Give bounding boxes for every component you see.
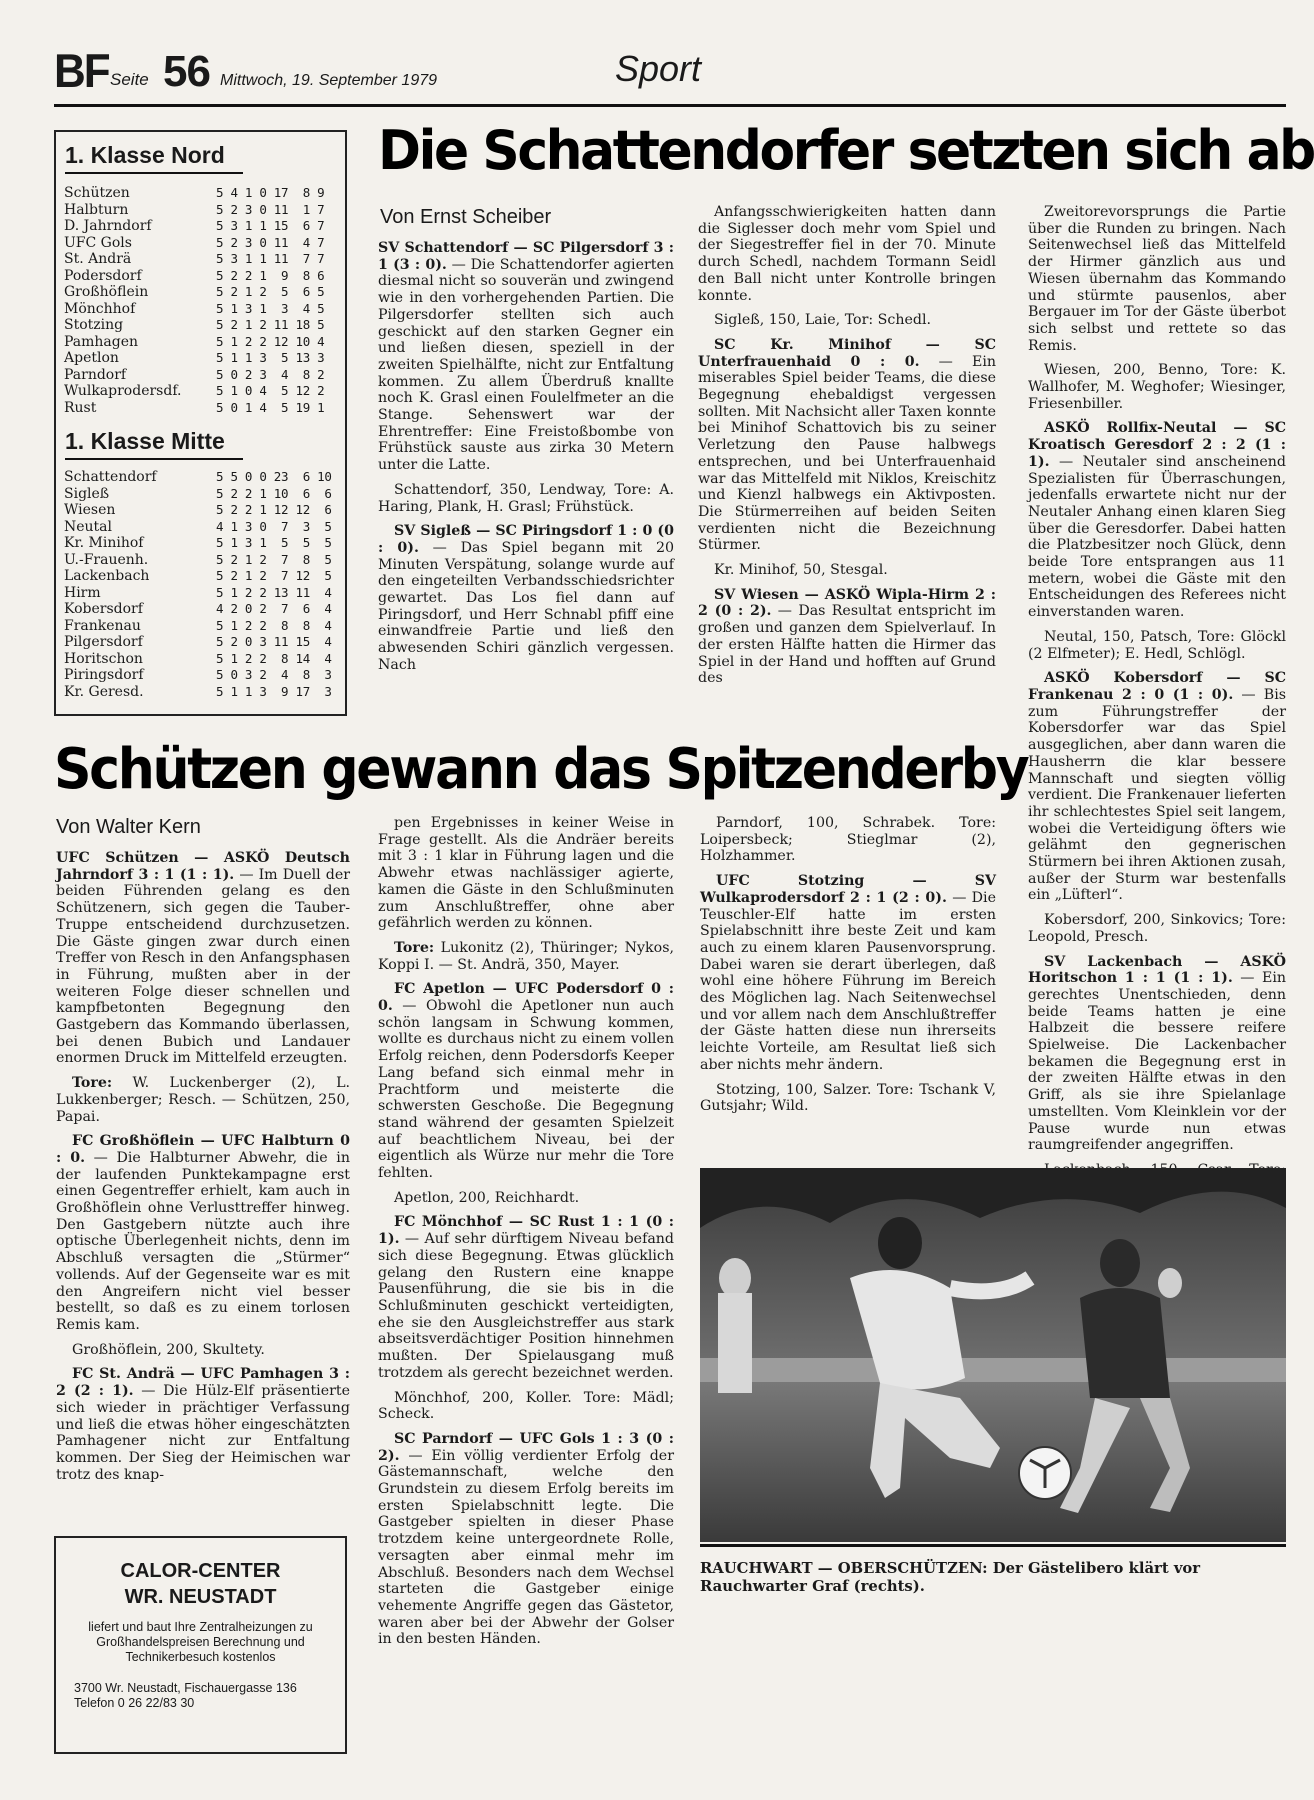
- team-stats: 5 1 2 2 12 10 4: [216, 333, 325, 349]
- team-name: D. Jahrndorf: [64, 218, 152, 234]
- table-row: [64, 202, 324, 219]
- table-row: [64, 400, 324, 417]
- team-name: Kr. Geresd.: [64, 683, 144, 700]
- table-row: [64, 651, 332, 668]
- match-heading: FC Großhöflein — UFC Halbturn 0 : 0.: [56, 1133, 350, 1166]
- team-stats: 5 2 1 2 5 6 5: [216, 284, 325, 299]
- paragraph-text: — Die Hülz-Elf präsentierte sich wieder in prächtiger Verfassung und ließ die etwas höher eingeschätzten Pamhagener nicht zur Entfaltung kommen. Der Sieg der Heimischen war trotz des knap-: [56, 1383, 350, 1483]
- headline-schattendorf: Die Schattendorfer setzten sich ab: [378, 119, 1314, 182]
- paragraph: [378, 1214, 674, 1381]
- paragraph: [698, 587, 996, 687]
- table-row: [64, 317, 324, 334]
- paragraph-text: — Obwohl die Apetloner nun auch schön langsam in Schwung kommen, wollte es durchaus nicht zu einem vollen Erfolg reichen, denn Podersdorfs Keeper Lang befand sich einmal mehr in Prachtform und meisterte die schwersten Geschoße. Die Begegnung stand während der gesamten Spielzeit auf beachtlichem Niveau, bei der eigentlich als Würze nur mehr die Tore fehlten.: [378, 998, 674, 1182]
- match-photo: [700, 1168, 1286, 1542]
- match-heading: SV Lackenbach — ASKÖ Horitschon 1 : 1 (1 : 1).: [1028, 953, 1286, 987]
- calor-center-ad: [54, 1536, 347, 1754]
- table-row: [64, 618, 332, 635]
- table-row: [64, 634, 332, 651]
- match-heading: FC Mönchhof — SC Rust 1 : 1 (0 : 1).: [378, 1214, 674, 1248]
- article1-column-2: [698, 204, 996, 695]
- paragraph: [378, 1431, 674, 1648]
- paragraph: [378, 240, 674, 474]
- paragraph: [56, 850, 350, 1067]
- paragraph-text: — Im Duell der beiden Führenden gelang es den Schützenern, sich gegen die Tauber-Truppe entscheidend durchzusetzen. Die Gäste gingen zwar durch einen Treffer von Resch in den Anfangsphasen in Führung, mußten aber in der weiteren Folge dieser schnellen und kampfbetonten Begegnung den Gastgebern das Kommando überlassen, bei denen Bubich und Landauer enormen Druck im Mittelfeld erzeugten.: [56, 866, 351, 1067]
- table-row: [64, 535, 332, 552]
- paragraph: [698, 337, 996, 554]
- paragraph-text: — Ein gerechtes Unentschieden, denn beide Teams hatten je eine Halbzeit die bessere reifere Spielweise. Die Lackenbacher bekamen die Begegnung erst in der zweiten Hälfte etwas in den Griff, als sie ihre Spielanlage umstellten. Vom Kleinklein vor der Pause wurde nun etwas raumgreifender angegriffen.: [1028, 970, 1286, 1154]
- team-stats: 5 3 1 1 11 7 7: [216, 251, 325, 266]
- header-rule: [54, 104, 1286, 107]
- team-stats: 5 1 2 2 13 11 4: [216, 584, 332, 600]
- paragraph: [1028, 629, 1286, 662]
- paragraph: [378, 1190, 674, 1207]
- paragraph-text: W. Luckenberger (2), L. Lukkenberger; Resch. — Schützen, 250, Papai.: [56, 1075, 350, 1125]
- team-name: Frankenau: [64, 617, 141, 634]
- table-row: [64, 486, 332, 503]
- page-number: 56: [163, 47, 210, 96]
- team-name: Rust: [64, 399, 97, 416]
- byline-kern: Von Walter Kern: [56, 816, 201, 838]
- team-name: Halbturn: [64, 201, 129, 218]
- team-name: Sigleß: [64, 485, 110, 502]
- paragraph-text: Kr. Minihof, 50, Stesgal.: [714, 562, 888, 579]
- table-row: [64, 218, 324, 235]
- photo-rule: [700, 1544, 1286, 1547]
- standings-table-nord: [64, 185, 324, 416]
- paragraph: [700, 1082, 996, 1115]
- table-row: [64, 383, 324, 400]
- team-stats: 5 2 2 1 12 12 6: [216, 502, 332, 517]
- paragraph: [1028, 954, 1286, 1154]
- team-name: Kobersdorf: [64, 601, 143, 617]
- table-row: [64, 519, 332, 536]
- table-row: [64, 334, 324, 351]
- team-name: Podersdorf: [64, 267, 142, 284]
- masthead-logo: BF: [54, 44, 109, 98]
- team-stats: 5 2 2 1 10 6 6: [216, 485, 332, 501]
- team-name: Parndorf: [64, 366, 127, 383]
- team-name: Horitschon: [64, 650, 143, 667]
- paragraph: [1028, 912, 1286, 945]
- ad-phone: Telefon 0 26 22/83 30: [74, 1696, 195, 1710]
- paragraph: [1028, 362, 1286, 412]
- match-heading: Tore:: [394, 939, 435, 956]
- team-stats: 5 2 1 2 7 8 5: [216, 551, 332, 567]
- team-stats: 5 0 2 3 4 8 2: [216, 366, 325, 382]
- team-name: Wiesen: [64, 502, 116, 518]
- issue-date: Mittwoch, 19. September 1979: [220, 72, 438, 89]
- headline-schuetzen: Schützen gewann das Spitzenderby: [54, 737, 1028, 802]
- match-heading: ASKÖ Kobersdorf — SC Frankenau 2 : 0 (1 : 0).: [1028, 670, 1286, 703]
- table-row: [64, 568, 332, 585]
- team-name: Mönchhof: [64, 300, 136, 317]
- section-title: Sport: [615, 48, 702, 89]
- team-name: Kr. Minihof: [64, 535, 144, 551]
- team-stats: 4 1 3 0 7 3 5: [216, 518, 332, 534]
- team-name: Apetlon: [64, 350, 119, 366]
- page-label: Seite: [110, 70, 149, 89]
- team-name: Schattendorf: [64, 469, 157, 485]
- match-heading: SV Sigleß — SC Piringsdorf 1 : 0 (0 : 0).: [378, 523, 674, 556]
- article1-column-1: [378, 240, 674, 682]
- team-stats: 5 2 1 2 11 18 5: [216, 317, 325, 332]
- paragraph: [698, 562, 996, 579]
- team-name: Schützen: [64, 185, 130, 201]
- article2-column-1: [56, 850, 350, 1491]
- paragraph: [56, 1366, 350, 1483]
- paragraph: [1028, 204, 1286, 354]
- table-row: [64, 601, 332, 618]
- article2-column-3: [700, 815, 996, 1123]
- paragraph-text: — Auf sehr dürftigem Niveau befand sich diese Begegnung. Etwas glücklich gelang den Rustern eine knappe Pausenführung, die sie bis in die Schlußminuten geschickt verteidigten, ehe sie den Ausgleichstreffer aus stark abseitsverdächtiger Position hinnehmen mußten. Der Spielausgang muß trotzdem als gerecht bezeichnet werden.: [378, 1231, 674, 1381]
- table-title-nord: 1. Klasse Nord: [65, 142, 225, 168]
- team-name: Großhöflein: [64, 284, 149, 300]
- paragraph-text: — Die Schattendorfer agierten diesmal nicht so souverän und zwingend wie in den vorhergehenden Partien. Die Pilgersdorfer stellten sich auch geschickt auf den starken Gegner ein und ließen diesen, speziell in der zweiten Spielhälfte, nicht zur Entfaltung kommen. Zu allem Überdruß knallte noch K. Grasl einen Foulelfmeter an die Stange. Sehenswert war der Ehrentreffer: Eine Freistoßbombe von Frühstück sauste aus zirka 30 Metern unter die Latte.: [378, 256, 674, 474]
- paragraph-text: Großhöflein, 200, Skultety.: [72, 1341, 265, 1358]
- table-row: [64, 301, 324, 318]
- paragraph-text: Schattendorf, 350, Lendway, Tore: A. Haring, Plank, H. Grasl; Frühstück.: [378, 481, 674, 515]
- paragraph-text: Anfangsschwierigkeiten hatten dann die Siglesser doch mehr vom Spiel und der Siegestreffer fiel in der 70. Minute durch Schedl, nachdem Tormann Seidl den Ball nicht unter Kontrolle bringen konnte.: [698, 204, 996, 304]
- match-heading: FC St. Andrä — UFC Pamhagen 3 : 2 (2 : 1).: [56, 1366, 350, 1400]
- table-title-rule: [65, 172, 243, 174]
- match-heading: FC Apetlon — UFC Podersdorf 0 : 0.: [378, 981, 674, 1015]
- table-title-rule: [65, 458, 243, 460]
- table-row: [64, 350, 324, 367]
- match-heading: UFC Stotzing — SV Wulkaprodersdorf 2 : 1 (2 : 0).: [700, 873, 996, 906]
- team-name: Piringsdorf: [64, 667, 144, 683]
- team-stats: 5 5 0 0 23 6 10: [216, 469, 332, 484]
- table-row: [64, 268, 324, 285]
- paragraph-text: Apetlon, 200, Reichhardt.: [394, 1189, 580, 1206]
- team-stats: 5 1 2 2 8 14 4: [216, 650, 332, 666]
- team-stats: 5 2 3 0 11 1 7: [216, 201, 325, 217]
- team-stats: 5 2 3 0 11 4 7: [216, 234, 325, 250]
- ad-title: CALOR-CENTER: [120, 1560, 281, 1582]
- team-stats: 5 1 3 1 3 4 5: [216, 300, 325, 316]
- table-row: [64, 552, 332, 569]
- match-heading: ASKÖ Rollfix-Neutal — SC Kroatisch Geresdorf 2 : 2 (1 : 1).: [1028, 420, 1286, 470]
- table-row: [64, 502, 332, 519]
- table-row: [64, 185, 324, 202]
- match-heading: SV Schattendorf — SC Pilgersdorf 3 : 1 (3 : 0).: [378, 240, 674, 273]
- paragraph-text: Lukonitz (2), Thüringer; Nykos, Koppi I. — St. Andrä, 350, Mayer.: [378, 939, 674, 973]
- team-stats: 5 1 0 4 5 12 2: [216, 383, 325, 398]
- paragraph-text: — Ein völlig verdienter Erfolg der Gästemannschaft, welche den Grundstein zu diesem Erfolg bereits im ersten Spielabschnitt legte. Die Gastgeber spielten in dieser Phase trotzdem keine untergeordnete Rolle, versagten aber einmal mehr im Abschluß. Besonders nach dem Wechsel starteten die Gastgeber einige vehemente Angriffe gegen das Gästetor, waren aber bei der Abwehr der Golser in den besten Händen.: [378, 1447, 674, 1648]
- team-stats: 5 0 3 2 4 8 3: [216, 667, 332, 682]
- paragraph: [378, 815, 674, 932]
- paragraph-text: — Neutaler sind anscheinend Spezialisten für Überraschungen, jedenfalls erwartete nicht nur der Neutaler Anhang einen klaren Sieg über die Geresdorfer. Dabei hatten die Platzbesitzer noch Glück, denn beide Tore entsprangen aus 11 metern, wobei die Gäste mit den Entscheidungen des Referees nicht einverstanden waren.: [1028, 453, 1286, 621]
- table-title-mitte: 1. Klasse Mitte: [65, 428, 225, 454]
- paragraph-text: pen Ergebnisses in keiner Weise in Frage gestellt. Als die Andräer bereits mit 3 : 1 klar in Führung lagen und die Abwehr etwas nachlässiger agierte, kamen die Gäste in den Schlußminuten zum Anschlußtreffer, ohne aber gefährlich werden zu können.: [378, 815, 674, 932]
- team-name: Pamhagen: [64, 333, 139, 350]
- table-row: [64, 684, 332, 701]
- paragraph-text: Parndorf, 100, Schrabek. Tore: Loipersbeck; Stieglmar (2), Holzhammer.: [700, 815, 996, 865]
- paragraph-text: — Bis zum Führungstreffer der Kobersdorfer war das Spiel ausgeglichen, aber dann waren die Hausherrn die klar bessere Mannschaft und siegten völlig verdient. Die Frankenauer lieferten ihr schlechtestes Spiel seit langem, wobei die Verteidigung öfters wie gelähmt den gegnerischen Stürmern bei ihren Aktionen zusah, außer der Sturm war bestenfalls ein „Lüfterl“.: [1028, 686, 1287, 904]
- table-row: [64, 284, 324, 301]
- ad-subtitle: WR. NEUSTADT: [124, 1586, 277, 1608]
- paragraph: [698, 312, 996, 329]
- team-name: Wulkaprodersdf.: [64, 383, 182, 399]
- match-heading: Tore:: [72, 1075, 113, 1092]
- team-stats: 5 1 1 3 5 13 3: [216, 350, 325, 365]
- paragraph-text: — Ein miserables Spiel beider Teams, die diese Begegnung ehebaldigst vergessen sollten. Mit Nachsicht aller Taxen konnte bei Minihof Schattovich bis zu seiner Verletzung den Pause halbwegs entsprechen, und bei Unterfrauenhaid war das Mittelfeld mit Niklos, Kreischitz und Kienzl halbwegs ein Aktivposten. Die Stürmerreihen auf beiden Seiten verdienten nicht die Bezeichnung Stürmer.: [698, 353, 996, 554]
- paragraph-text: — Das Spiel begann mit 20 Minuten Verspätung, solange wurde auf den eingeteilten Verbandsschiedsrichter gewartet. Das Los fiel dann auf Piringsdorf, und Herr Schnabl pfiff eine einwandfreie Partie und ließ den abwesenden Schiri gänzlich vergessen. Nach: [378, 539, 675, 673]
- team-stats: 5 3 1 1 15 6 7: [216, 218, 325, 233]
- paragraph: [700, 873, 996, 1073]
- team-name: U.-Frauenh.: [64, 551, 149, 568]
- paragraph: [378, 482, 674, 515]
- ad-address: 3700 Wr. Neustadt, Fischauergasse 136: [74, 1681, 297, 1695]
- team-stats: 4 2 0 2 7 6 4: [216, 601, 332, 616]
- paragraph-text: Stotzing, 100, Salzer. Tore: Tschank V, Gutsjahr; Wild.: [700, 1081, 996, 1115]
- paragraph-text: Wiesen, 200, Benno, Tore: K. Wallhofer, M. Weghofer; Wiesinger, Friesenbiller.: [1028, 362, 1286, 412]
- team-stats: 5 0 1 4 5 19 1: [216, 399, 325, 415]
- paragraph: [378, 940, 674, 973]
- team-stats: 5 1 3 1 5 5 5: [216, 535, 332, 550]
- team-stats: 5 1 1 3 9 17 3: [216, 683, 332, 699]
- photo-caption: RAUCHWART — OBERSCHÜTZEN: Der Gästelibero klärt vor Rauchwarter Graf (rechts).: [700, 1560, 1201, 1595]
- paragraph: [1028, 420, 1286, 620]
- match-heading: SV Wiesen — ASKÖ Wipla-Hirm 2 : 2 (0 : 2).: [698, 586, 996, 620]
- article2-column-2: [378, 815, 674, 1656]
- paragraph: [698, 204, 996, 304]
- team-name: Lackenbach: [64, 568, 150, 584]
- paragraph: [56, 1342, 350, 1359]
- paragraph: [700, 815, 996, 865]
- team-name: Pilgersdorf: [64, 634, 143, 650]
- paragraph: [378, 523, 674, 673]
- paragraph-text: Neutal, 150, Patsch, Tore: Glöckl (2 Elfmeter); E. Hedl, Schlögl.: [1028, 628, 1286, 662]
- paragraph-text: — Das Resultat entspricht im großen und ganzen dem Spielverlauf. In der ersten Hälfte hatten die Hirmer das Spiel in der Hand und hofften auf Grund des: [698, 603, 996, 687]
- paragraph: [378, 1390, 674, 1423]
- paragraph-text: Sigleß, 150, Laie, Tor: Schedl.: [714, 312, 932, 329]
- team-stats: 5 2 0 3 11 15 4: [216, 634, 332, 649]
- paragraph-text: — Die Teuschler-Elf hatte im ersten Spielabschnitt ihre beste Zeit und kam auch zu einem klaren Pausenvorsprung. Dabei waren sie derart überlegen, daß wohl eine höhere Führung im Bereich des Möglichen lag. Nach Seitenwechsel und vor allem nach dem Anschlußtreffer der Gäste hatten diese nun ihrerseits leichte Vorteile, am Resultat ließ sich aber nichts mehr ändern.: [700, 889, 996, 1073]
- table-row: [64, 251, 324, 268]
- table-row: [64, 585, 332, 602]
- table-row: [64, 235, 324, 252]
- paragraph-text: Kobersdorf, 200, Sinkovics; Tore: Leopold, Presch.: [1028, 912, 1286, 945]
- team-name: UFC Gols: [64, 234, 132, 251]
- team-name: Stotzing: [64, 317, 124, 333]
- paragraph: [1028, 670, 1286, 904]
- team-stats: 5 2 1 2 7 12 5: [216, 568, 332, 583]
- match-heading: SC Kr. Minihof — SC Unterfrauenhaid 0 : 0.: [698, 336, 996, 370]
- team-stats: 5 4 1 0 17 8 9: [216, 185, 325, 200]
- article1-column-3: [1028, 204, 1287, 1154]
- team-stats: 5 2 2 1 9 8 6: [216, 267, 325, 283]
- match-heading: SC Parndorf — UFC Gols 1 : 3 (0 : 2).: [378, 1430, 674, 1464]
- paragraph: [378, 981, 674, 1181]
- paragraph-text: Mönchhof, 200, Koller. Tore: Mädl; Scheck.: [378, 1389, 674, 1423]
- table-row: [64, 667, 332, 684]
- team-name: Hirm: [64, 584, 101, 601]
- team-stats: 5 1 2 2 8 8 4: [216, 617, 332, 633]
- team-name: St. Andrä: [64, 251, 132, 267]
- paragraph: [56, 1133, 350, 1333]
- ad-body: liefert und baut Ihre Zentralheizungen zu Großhandelspreisen Berechnung und Technikerbesuch kostenlos: [88, 1620, 313, 1664]
- paragraph-text: — Die Halbturner Abwehr, die in der laufenden Punktekampagne erst einen Gegentreffer erhielt, kam auch in Großhöflein ohne Verlusttreffer hinweg. Den Gastgebern nützte auch ihre optische Überlegenheit nichts, denn im Abschluß versagten die „Stürmer“ vollends. Auf der Gegenseite war es mit den Angreifern nicht viel besser bestellt, so daß es zu einem torlosen Remis kam.: [56, 1149, 350, 1333]
- team-name: Neutal: [64, 518, 113, 535]
- match-heading: UFC Schützen — ASKÖ Deutsch Jahrndorf 3 : 1 (1 : 1).: [56, 850, 350, 883]
- table-row: [64, 469, 332, 486]
- paragraph: [56, 1075, 350, 1125]
- paragraph-text: Zweitorevorsprungs die Partie über die Runden zu bringen. Nach Seitenwechsel ließ das Mittelfeld der Hirmer gänzlich aus und Wiesen übernahm das Kommando und stürmte pausenlos, aber Bergauer im Tor der Gäste überbot sich selbst und rettete so das Remis.: [1028, 204, 1286, 354]
- standings-table-mitte: [64, 469, 332, 700]
- photo-illustration: [700, 1168, 1286, 1542]
- table-row: [64, 367, 324, 384]
- byline-scheiber: Von Ernst Scheiber: [380, 206, 552, 228]
